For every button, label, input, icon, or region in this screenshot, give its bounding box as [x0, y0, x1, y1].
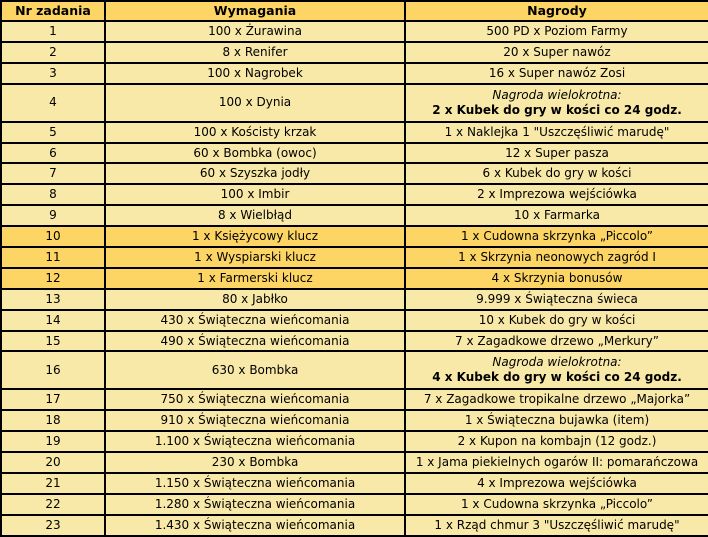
reward: 7 x Zagadkowe drzewo „Merkury” [405, 331, 708, 352]
task-number: 6 [1, 143, 105, 164]
requirement: 430 x Świąteczna wieńcomania [105, 310, 405, 331]
task-number: 15 [1, 331, 105, 352]
reward: 1 x Cudowna skrzynka „Piccolo” [405, 226, 708, 247]
table-row [1, 515, 708, 536]
table-header-row [1, 1, 708, 21]
requirement: 100 x Dynia [105, 84, 405, 122]
table-row [1, 21, 708, 42]
requirement: 100 x Imbir [105, 184, 405, 205]
header-task-number: Nr zadania [1, 1, 105, 21]
task-number: 16 [1, 351, 105, 389]
table-row [1, 289, 708, 310]
table-row [1, 63, 708, 84]
table-row-highlighted [1, 226, 708, 247]
task-number: 8 [1, 184, 105, 205]
table-row [1, 184, 708, 205]
reward: 1 x Naklejka 1 "Uszczęśliwić marudę" [405, 122, 708, 143]
table-row [1, 163, 708, 184]
reward-note: Nagroda wielokrotna: [492, 87, 622, 102]
table-row [1, 431, 708, 452]
table-row [1, 310, 708, 331]
requirement: 1.100 x Świąteczna wieńcomania [105, 431, 405, 452]
requirement: 8 x Renifer [105, 42, 405, 63]
reward: 10 x Kubek do gry w kości [405, 310, 708, 331]
table-row [1, 389, 708, 410]
reward-bold: 4 x Kubek do gry w kości co 24 godz. [432, 370, 682, 385]
task-number: 11 [1, 247, 105, 268]
reward: 7 x Zagadkowe tropikalne drzewo „Majorka” [405, 389, 708, 410]
requirement: 60 x Bombka (owoc) [105, 143, 405, 164]
task-number: 2 [1, 42, 105, 63]
requirement: 100 x Kościsty krzak [105, 122, 405, 143]
reward: 12 x Super pasza [405, 143, 708, 164]
table-row [1, 84, 708, 122]
reward: 1 x Cudowna skrzynka „Piccolo” [405, 494, 708, 515]
reward: 500 PD x Poziom Farmy [405, 21, 708, 42]
task-number: 19 [1, 431, 105, 452]
table-row [1, 331, 708, 352]
header-requirements: Wymagania [105, 1, 405, 21]
task-number: 10 [1, 226, 105, 247]
task-number: 9 [1, 205, 105, 226]
reward: 6 x Kubek do gry w kości [405, 163, 708, 184]
reward: 10 x Farmarka [405, 205, 708, 226]
header-rewards: Nagrody [405, 1, 708, 21]
requirement: 910 x Świąteczna wieńcomania [105, 410, 405, 431]
reward: 16 x Super nawóz Zosi [405, 63, 708, 84]
table-row [1, 473, 708, 494]
reward: 2 x Kupon na kombajn (12 godz.) [405, 431, 708, 452]
requirement: 1 x Farmerski klucz [105, 268, 405, 289]
table-row [1, 351, 708, 389]
requirement: 1 x Księżycowy klucz [105, 226, 405, 247]
reward: 20 x Super nawóz [405, 42, 708, 63]
task-number: 20 [1, 452, 105, 473]
reward-multiple [405, 84, 708, 122]
requirement: 1.430 x Świąteczna wieńcomania [105, 515, 405, 536]
reward: 1 x Jama piekielnych ogarów II: pomarańczowa [405, 452, 708, 473]
reward: 1 x Świąteczna bujawka (item) [405, 410, 708, 431]
task-number: 18 [1, 410, 105, 431]
task-number: 21 [1, 473, 105, 494]
requirement: 80 x Jabłko [105, 289, 405, 310]
requirement: 230 x Bombka [105, 452, 405, 473]
table-row [1, 494, 708, 515]
requirement: 60 x Szyszka jodły [105, 163, 405, 184]
reward-multiple [405, 351, 708, 389]
task-number: 4 [1, 84, 105, 122]
requirement: 1.280 x Świąteczna wieńcomania [105, 494, 405, 515]
reward: 1 x Rząd chmur 3 "Uszczęśliwić marudę" [405, 515, 708, 536]
task-number: 3 [1, 63, 105, 84]
requirement: 630 x Bombka [105, 351, 405, 389]
reward: 2 x Imprezowa wejściówka [405, 184, 708, 205]
table-row-highlighted [1, 268, 708, 289]
reward: 9.999 x Świąteczna świeca [405, 289, 708, 310]
task-number: 12 [1, 268, 105, 289]
table-row [1, 42, 708, 63]
requirement: 100 x Żurawina [105, 21, 405, 42]
task-number: 23 [1, 515, 105, 536]
requirement: 8 x Wielbłąd [105, 205, 405, 226]
table-row [1, 205, 708, 226]
table-row-highlighted [1, 247, 708, 268]
task-number: 5 [1, 122, 105, 143]
task-number: 1 [1, 21, 105, 42]
requirement: 1.150 x Świąteczna wieńcomania [105, 473, 405, 494]
task-number: 22 [1, 494, 105, 515]
reward-note: Nagroda wielokrotna: [492, 355, 622, 370]
requirement: 1 x Wyspiarski klucz [105, 247, 405, 268]
table-row [1, 452, 708, 473]
requirement: 490 x Świąteczna wieńcomania [105, 331, 405, 352]
table-row [1, 410, 708, 431]
reward: 4 x Skrzynia bonusów [405, 268, 708, 289]
requirement: 750 x Świąteczna wieńcomania [105, 389, 405, 410]
reward: 4 x Imprezowa wejściówka [405, 473, 708, 494]
task-number: 14 [1, 310, 105, 331]
task-number: 13 [1, 289, 105, 310]
table-row [1, 143, 708, 164]
table-row [1, 122, 708, 143]
task-number: 17 [1, 389, 105, 410]
task-number: 7 [1, 163, 105, 184]
reward-bold: 2 x Kubek do gry w kości co 24 godz. [432, 102, 682, 117]
requirement: 100 x Nagrobek [105, 63, 405, 84]
reward: 1 x Skrzynia neonowych zagród I [405, 247, 708, 268]
